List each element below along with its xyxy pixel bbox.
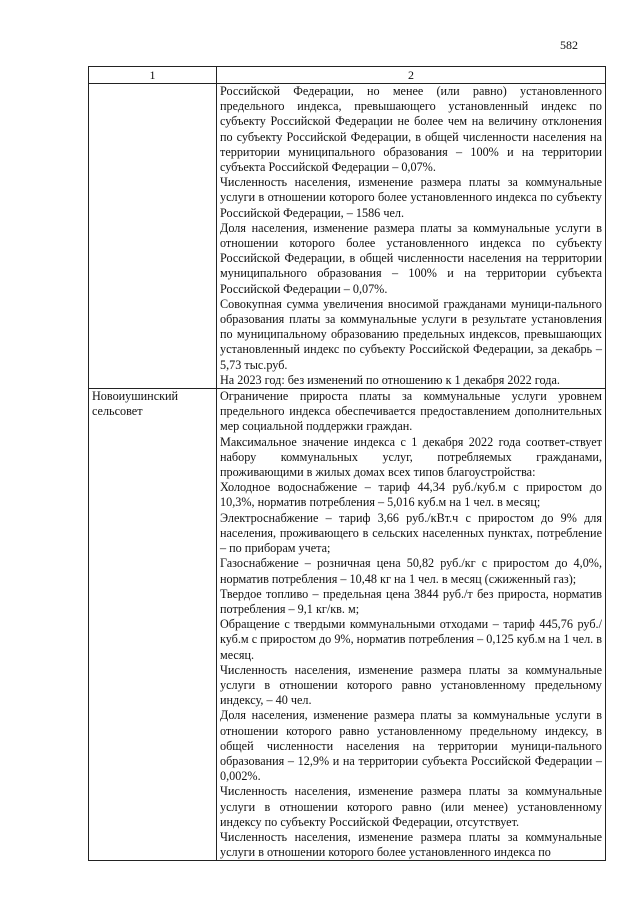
paragraph: Холодное водоснабжение – тариф 44,34 руб./куб.м с приростом до 10,3%, норматив потребления – 5,016 куб.м на 1 чел. в месяц; xyxy=(220,480,602,510)
paragraph: Ограничение прироста платы за коммунальные услуги уровнем предельного индекса обеспечивается предоставлением дополнительных мер социальной поддержки граждан. xyxy=(220,389,602,434)
indices-table xyxy=(88,66,606,861)
paragraph: Газоснабжение – розничная цена 50,82 руб./кг с приростом до 4,0%, норматив потребления – 10,48 кг на 1 чел. в месяц (сжиженный газ); xyxy=(220,556,602,586)
paragraph: Максимальное значение индекса с 1 декабря 2022 года соответ-ствует набору коммунальных услуг, потребляемых гражданами, проживающими в жилых домах всех типов благоустройства: xyxy=(220,434,602,480)
paragraph: Численность населения, изменение размера платы за коммунальные услуги в отношении которого более установленного индекса по субъекту Российской Федерации, – 1586 чел. xyxy=(220,175,602,220)
description-cell xyxy=(217,84,606,389)
paragraph: Численность населения, изменение размера платы за коммунальные услуги в отношении которого более установленного индекса по xyxy=(220,829,602,860)
table-row xyxy=(89,84,606,389)
header-col-1: 1 xyxy=(89,67,217,84)
page-number: 582 xyxy=(560,38,578,52)
paragraph: Доля населения, изменение размера платы за коммунальные услуги в отношении которого более установленного индекса по субъекту Российской Федерации, в общей численности населения на территории муниципального образования – 100% и на территории субъекта Российской Федерации – 0,07%. xyxy=(220,220,602,296)
municipality-name-cell: Новоиушинский сельсовет xyxy=(89,389,217,861)
paragraph: Численность населения, изменение размера платы за коммунальные услуги в отношении которого равно установленному предельному индексу, – 40 чел. xyxy=(220,662,602,708)
municipality-name-cell xyxy=(89,84,217,389)
description-cell xyxy=(217,389,606,861)
paragraph: Электроснабжение – тариф 3,66 руб./кВт.ч с приростом до 9% для населения, проживающего в сельских населенных пунктах, потребление – по приборам учета; xyxy=(220,510,602,556)
paragraph: На 2023 год: без изменений по отношению к 1 декабря 2022 года. xyxy=(220,372,560,387)
table-row xyxy=(89,389,606,861)
header-col-2: 2 xyxy=(217,67,606,84)
table-header-row xyxy=(89,67,606,84)
paragraph: Численность населения, изменение размера платы за коммунальные услуги в отношении которого равно (или менее) установленному индексу по субъекту Российской Федерации, отсутствует. xyxy=(220,784,602,829)
paragraph: Российской Федерации, но менее (или равно) установленного предельного индекса, превышающего установленный индекс по субъекту Российской Федерации не более чем на величину отклонения по субъекту Российской Федерации, в общей численности населения на территории муниципального образования – 100% и на территории субъекта Российской Федерации – 0,07%. xyxy=(220,84,602,175)
paragraph: Твердое топливо – предельная цена 3844 руб./т без прироста, норматив потребления – 9,1 кг/кв. м; xyxy=(220,586,602,616)
paragraph: Совокупная сумма увеличения вносимой гражданами муници-пального образования платы за коммунальные услуги в результате установления по муниципальному образованию предельных индексов, превышающих установленный индекс по субъекту Российской Федерации, за декабрь – 5,73 тыс.руб. xyxy=(220,296,602,372)
paragraph: Доля населения, изменение размера платы за коммунальные услуги в отношении которого равно установленному предельному индексу, в общей численности населения на территории муници-пального образования – 12,9% и на территории субъекта Российской Федерации – 0,002%. xyxy=(220,708,602,784)
paragraph: Обращение с твердыми коммунальными отходами – тариф 445,76 руб./куб.м с приростом до 9%, норматив потребления – 0,125 куб.м на 1 чел. в месяц. xyxy=(220,617,602,662)
